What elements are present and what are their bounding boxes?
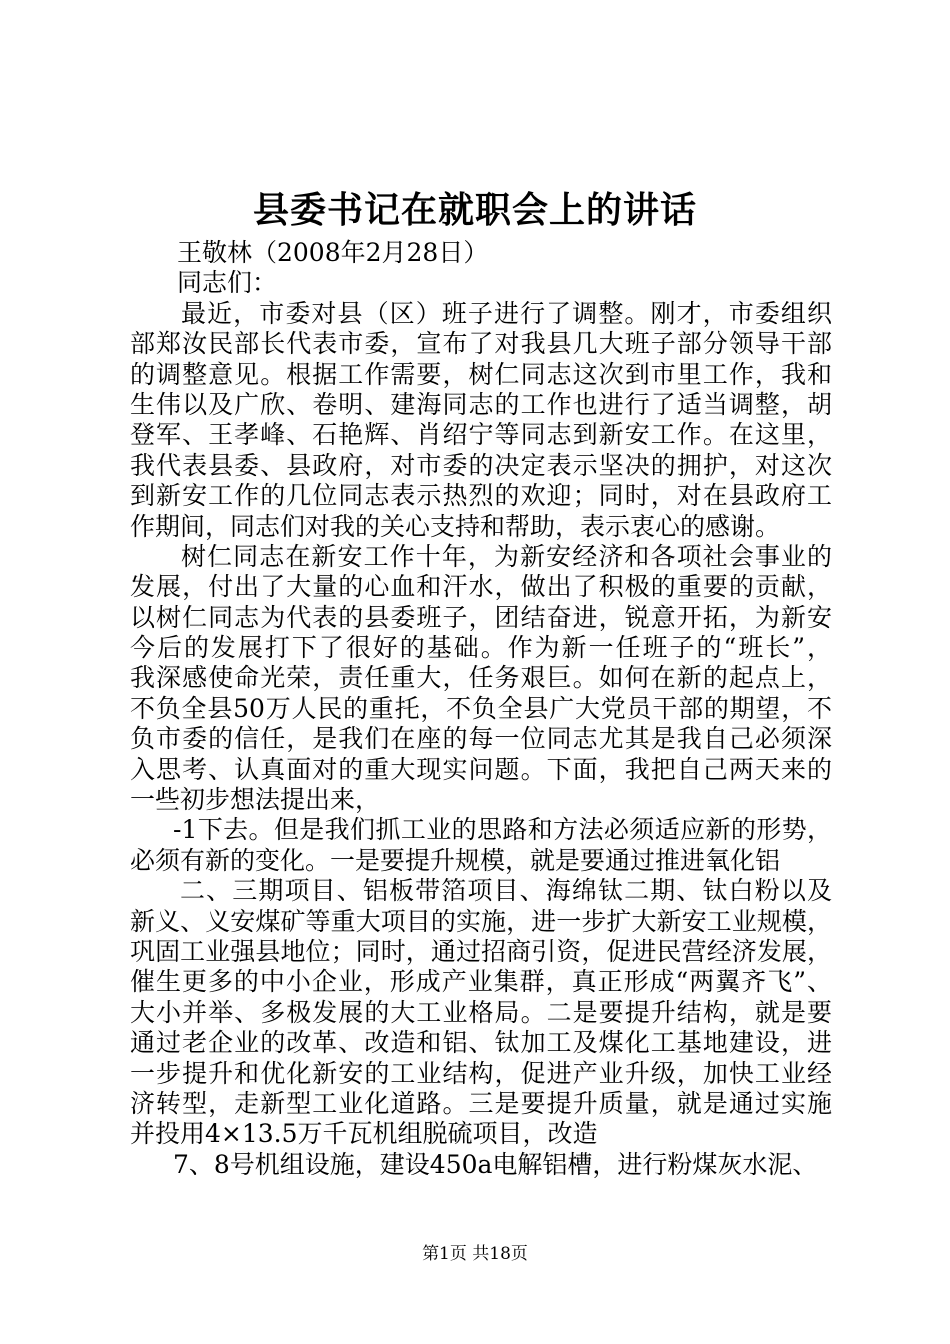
text-line: 王敬林（2008年2月28日）: [177, 238, 489, 267]
text-line: 通过老企业的改革、改造和铝、钛加工及煤化工基地建设，进: [130, 1028, 832, 1058]
text-line: 今后的发展打下了很好的基础。作为新一任班子的“班长”，: [130, 633, 832, 663]
text-line: 我深感使命光荣，责任重大，任务艰巨。如何在新的起点上，: [130, 663, 832, 693]
text-line: 并投用4×13.5万千瓦机组脱硫项目，改造: [130, 1119, 598, 1149]
text-line: 登军、王孝峰、石艳辉、肖绍宁等同志到新安工作。在这里，: [130, 420, 832, 450]
text-line: 发展，付出了大量的心血和汗水，做出了积极的重要的贡献，: [130, 572, 832, 602]
text-line: 一步提升和优化新安的工业结构，促进产业升级，加快工业经: [130, 1058, 832, 1088]
text-line: 巩固工业强县地位；同时，通过招商引资，促进民营经济发展，: [130, 936, 832, 966]
text-line: 同志们：: [177, 268, 278, 298]
text-line: 的调整意见。根据工作需要，树仁同志这次到市里工作，我和: [130, 359, 832, 389]
text-line: 必须有新的变化。一是要提升规模，就是要通过推进氧化铝: [130, 845, 781, 875]
document-title: 县委书记在就职会上的讲话: [252, 189, 697, 231]
text-line: 以树仁同志为代表的县委班子，团结奋进，锐意开拓，为新安: [130, 602, 832, 632]
text-line: 不负全县50万人民的重托，不负全县广大党员干部的期望，不: [130, 693, 832, 723]
text-line: 新义、义安煤矿等重大项目的实施，进一步扩大新安工业规模，: [130, 906, 832, 936]
text-line: 一些初步想法提出来，: [130, 785, 381, 815]
text-line: 7、8号机组设施，建设450a电解铝槽，进行粉煤灰水泥、: [173, 1149, 818, 1179]
text-line: 负市委的信任，是我们在座的每一位同志尤其是我自己必须深: [130, 724, 832, 754]
text-line: 最近，市委对县（区）班子进行了调整。刚才，市委组织: [181, 298, 832, 328]
text-line: 生伟以及广欣、卷明、建海同志的工作也进行了适当调整，胡: [130, 389, 832, 419]
text-line: 到新安工作的几位同志表示热烈的欢迎；同时，对在县政府工: [130, 481, 832, 511]
document-body: [130, 238, 832, 1180]
text-line: 我代表县委、县政府，对市委的决定表示坚决的拥护，对这次: [130, 450, 832, 480]
text-line: -1下去。但是我们抓工业的思路和方法必须适应新的形势，: [173, 815, 832, 845]
text-line: 大小并举、多极发展的大工业格局。二是要提升结构，就是要: [130, 997, 832, 1027]
text-line: 部郑汝民部长代表市委，宣布了对我县几大班子部分领导干部: [130, 329, 832, 359]
text-line: 树仁同志在新安工作十年，为新安经济和各项社会事业的: [181, 541, 832, 571]
page-footer: 第1页 共18页: [422, 1244, 528, 1264]
text-line: 入思考、认真面对的重大现实问题。下面，我把自己两天来的: [130, 754, 832, 784]
text-line: 济转型，走新型工业化道路。三是要提升质量，就是通过实施: [130, 1088, 832, 1118]
text-line: 二、三期项目、铝板带箔项目、海绵钛二期、钛白粉以及: [180, 876, 832, 906]
text-line: 催生更多的中小企业，形成产业集群，真正形成“两翼齐飞”、: [130, 967, 832, 997]
text-line: 作期间，同志们对我的关心支持和帮助，表示衷心的感谢。: [130, 511, 781, 541]
